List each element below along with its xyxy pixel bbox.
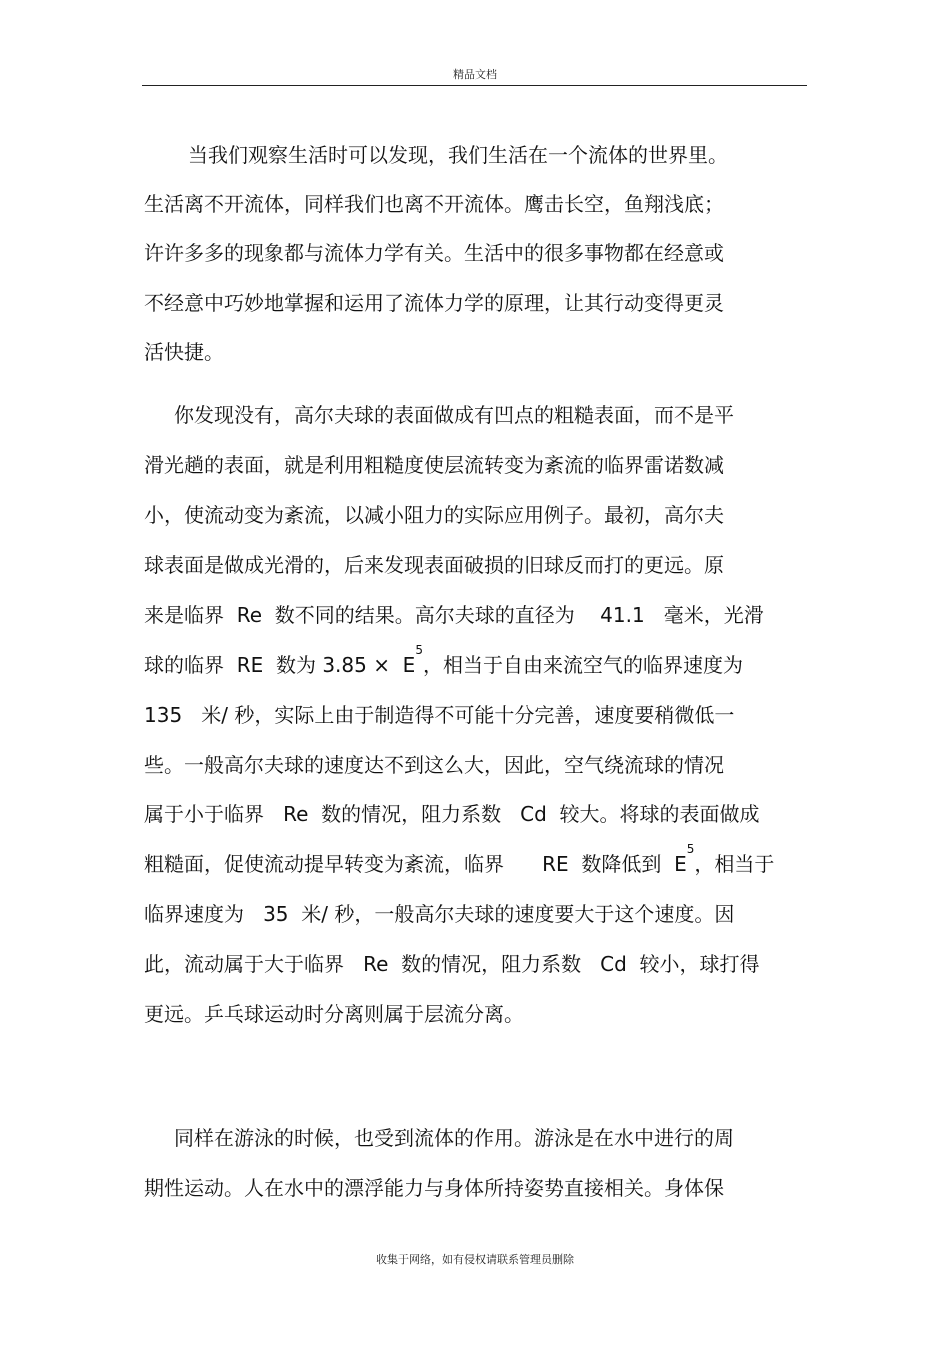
superscript-exponent: 5	[415, 643, 423, 657]
paragraph-line: 临界速度为 35 米/ 秒，一般高尔夫球的速度要大于这个速度。因	[144, 902, 735, 926]
paragraph-line: 不经意中巧妙地掌握和运用了流体力学的原理，让其行动变得更灵	[144, 291, 724, 315]
paragraph-line: 属于小于临界 Re 数的情况，阻力系数 Cd 较大。将球的表面做成	[144, 802, 760, 826]
header-divider	[142, 85, 807, 86]
paragraph-line: 同样在游泳的时候，也受到流体的作用。游泳是在水中进行的周	[174, 1126, 734, 1150]
paragraph-line	[144, 842, 775, 876]
text-segment: ，相当于	[694, 852, 775, 876]
paragraph-line: 你发现没有，高尔夫球的表面做成有凹点的粗糙表面，而不是平	[174, 403, 734, 427]
paragraph-line: 来是临界 Re 数不同的结果。高尔夫球的直径为 41.1 毫米，光滑	[144, 603, 764, 627]
paragraph-line: 些。一般高尔夫球的速度达不到这么大，因此，空气绕流球的情况	[144, 753, 724, 777]
paragraph-line: 小，使流动变为紊流，以减小阻力的实际应用例子。最初，高尔夫	[144, 503, 724, 527]
paragraph-line: 期性运动。人在水中的漂浮能力与身体所持姿势直接相关。身体保	[144, 1176, 724, 1200]
text-segment: ，相当于自由来流空气的临界速度为	[422, 653, 743, 677]
paragraph-line: 球表面是做成光滑的，后来发现表面破损的旧球反而打的更远。原	[144, 553, 724, 577]
paragraph-line: 滑光趟的表面，就是利用粗糙度使层流转变为紊流的临界雷诺数减	[144, 453, 724, 477]
paragraph-line: 135 米/ 秒，实际上由于制造得不可能十分完善，速度要稍微低一	[144, 703, 735, 727]
paragraph-line: 生活离不开流体，同样我们也离不开流体。鹰击长空，鱼翔浅底；	[144, 192, 724, 216]
paragraph-line: 此，流动属于大于临界 Re 数的情况，阻力系数 Cd 较小，球打得	[144, 952, 760, 976]
superscript-exponent: 5	[686, 842, 695, 856]
page-header: 精品文档	[453, 68, 497, 81]
paragraph-line: 活快捷。	[144, 340, 224, 364]
paragraph-line: 更远。乒乓球运动时分离则属于层流分离。	[144, 1002, 524, 1026]
text-segment: 粗糙面，促使流动提早转变为紊流，临界 RE 数降低到 E	[144, 852, 687, 876]
paragraph-line: 当我们观察生活时可以发现，我们生活在一个流体的世界里。	[188, 143, 728, 167]
paragraph-line: 许许多多的现象都与流体力学有关。生活中的很多事物都在经意或	[144, 241, 724, 265]
paragraph-line	[144, 643, 743, 677]
text-segment: 球的临界 RE 数为 3.85 × E	[144, 653, 416, 677]
page-footer: 收集于网络，如有侵权请联系管理员删除	[376, 1253, 574, 1266]
